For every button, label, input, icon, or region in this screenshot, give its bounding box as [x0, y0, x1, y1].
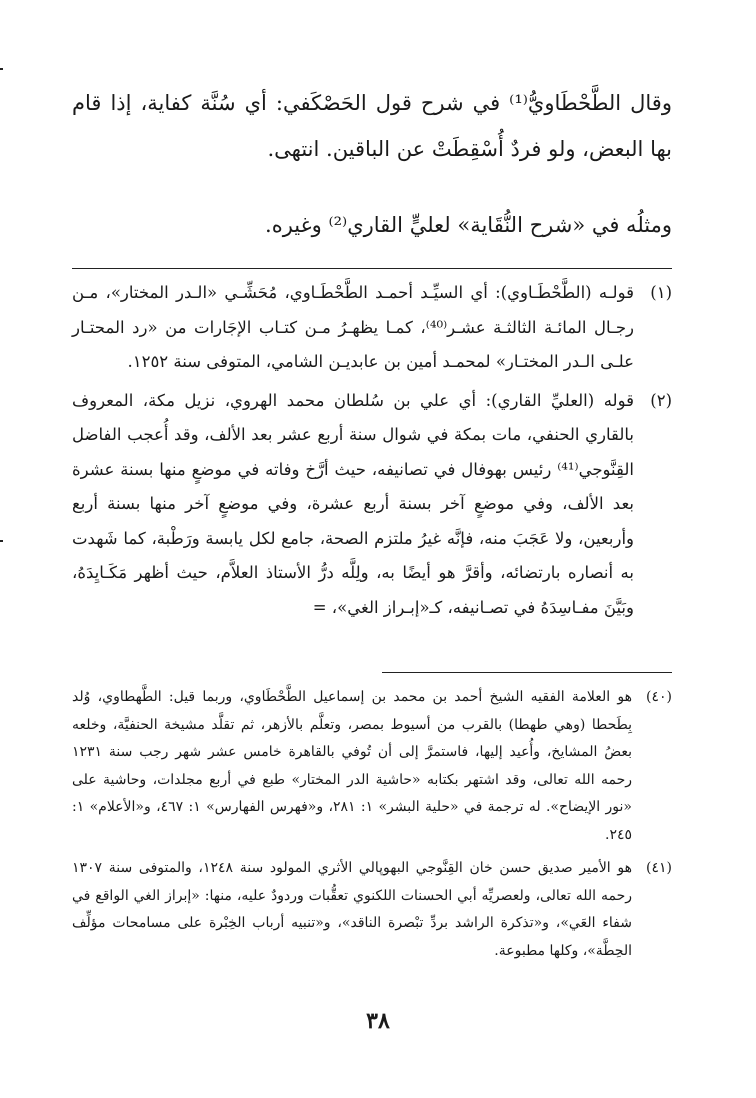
editor-note-text: هو الأمير صديق حسن خان القِنَّوجي البهوپالي الأثري المولود سنة ١٢٤٨، والمتوفى سنة ١٣٠٧ رحمه الله تعالى، ولعصريِّه أبي الحسنات اللكنوي تعقُّبات وردودٌ عليه، منها: «إبراز الغي الواقع في شفاء العَي»، و«تذكرة الراشد بردِّ تبْصرة الناقد»، و«تنبيه أرباب الخِبْرة على مسامحات مؤلِّف الحِطَّة»، وكلها مطبوعة. [72, 860, 632, 959]
main-paragraph: وقال الطَّحْطَاويُّ⁽¹⁾ في شرح قول الحَصْكَفي: أي سُنَّة كفاية، إذا قام بها البعض، ولو فردٌ أُسْقِطَتْ عن الباقين. انتهى. [72, 91, 672, 161]
editor-notes [72, 684, 672, 971]
main-paragraph: ومثلُه في «شرح النُّقَاية» لعليٍّ القاري⁽²⁾ وغيره. [265, 213, 672, 237]
page-number: ٣٨ [366, 1008, 390, 1034]
editor-note-number: (٤٠) [646, 689, 672, 705]
footnote [72, 276, 672, 380]
editor-note-number: (٤١) [646, 860, 672, 876]
editor-note [72, 684, 672, 849]
main-text [72, 80, 672, 248]
footnote-text: قولـه (الطَّحْطَـاوي): أي السيِّـد أحمـد الطَّحْطَـاوي، مُحَشِّـي «الـدر المختار»، مـن رجـال المائـة الثالثـة عشـر⁽⁴⁰⁾، كمـا يظهـرُ مـن كتـاب الإجَارات من «رد المحتـار علـى الـدر المختـار» لمحمـد أمين بن عابديـن الشامي، المتوفى سنة ١٢٥٢. [72, 283, 635, 371]
footnotes [72, 276, 672, 629]
footnote-number: (٢) [650, 390, 672, 410]
editor-note [72, 855, 672, 965]
footnote-number: (١) [650, 283, 672, 302]
editor-note-text: هو العلامة الفقيه الشيخ أحمد بن محمد بن إسماعيل الطَّحْطَاوي، وربما قيل: الطَّهطاوي، وُلد بِطَحطا (وهي طهطا) بالقرب من أسيوط بمصر، وتعلَّم بالأزهر، ثم تقلَّد مشيخة الحنفيَّة، وخلعه بعضُ المشايخ، وأُعيد إليها، فاستمرَّ إلى أن تُوفي بالقاهرة خامس عشر شهر رجب سنة ١٢٣١ رحمه الله تعالى، وقد اشتهر بكتابه «حاشية الدر المختار» طبع في أربع مجلدات، وحاشية على «نور الإيضاح». له ترجمة في «حلية البشر» ١: ٢٨١، و«فهرس الفهارس» ١: ٤٦٧، و«الأعلام» ١: ٢٤٥. [72, 689, 632, 843]
footnote-text: قوله (العليِّ القاري): أي علي بن سُلطان محمد الهروي، نزيل مكة، المعروف بالقاري الحنفي، مات بمكة في شوال سنة أربع عشر بعد الألف، وقد أُعجب الفاضل القِنَّوجي⁽⁴¹⁾ رئيس بهوفال في تصانيفه، حيث أرَّخ وفاته في موضعٍ منها بسنة عشرة بعد الألف، وفي موضعٍ آخر بسنة أربع عشرة، وفي موضعٍ آخر منها بسنة أربع وأربعين، ولا عَجَبَ منه، فإنَّه غيرُ ملتزم الصحة، جامع لكل يابسة ورَطْبة، كما شَهدت به أنصاره بارتضائه، وأقرَّ هو أيضًا به، ولِلَّه درُّ الأستاذ العلاَّم، حيث أظهر مَكَـايِدَهُ، وبَيَّنَ مفـاسِدَهُ في تصـانيفه، كـ«إبـراز الغي»، = [72, 390, 634, 617]
footnote-separator [72, 268, 672, 269]
editor-notes-separator [382, 672, 672, 673]
margin-mark [0, 540, 3, 542]
footnote [72, 384, 672, 626]
margin-mark [0, 68, 3, 70]
